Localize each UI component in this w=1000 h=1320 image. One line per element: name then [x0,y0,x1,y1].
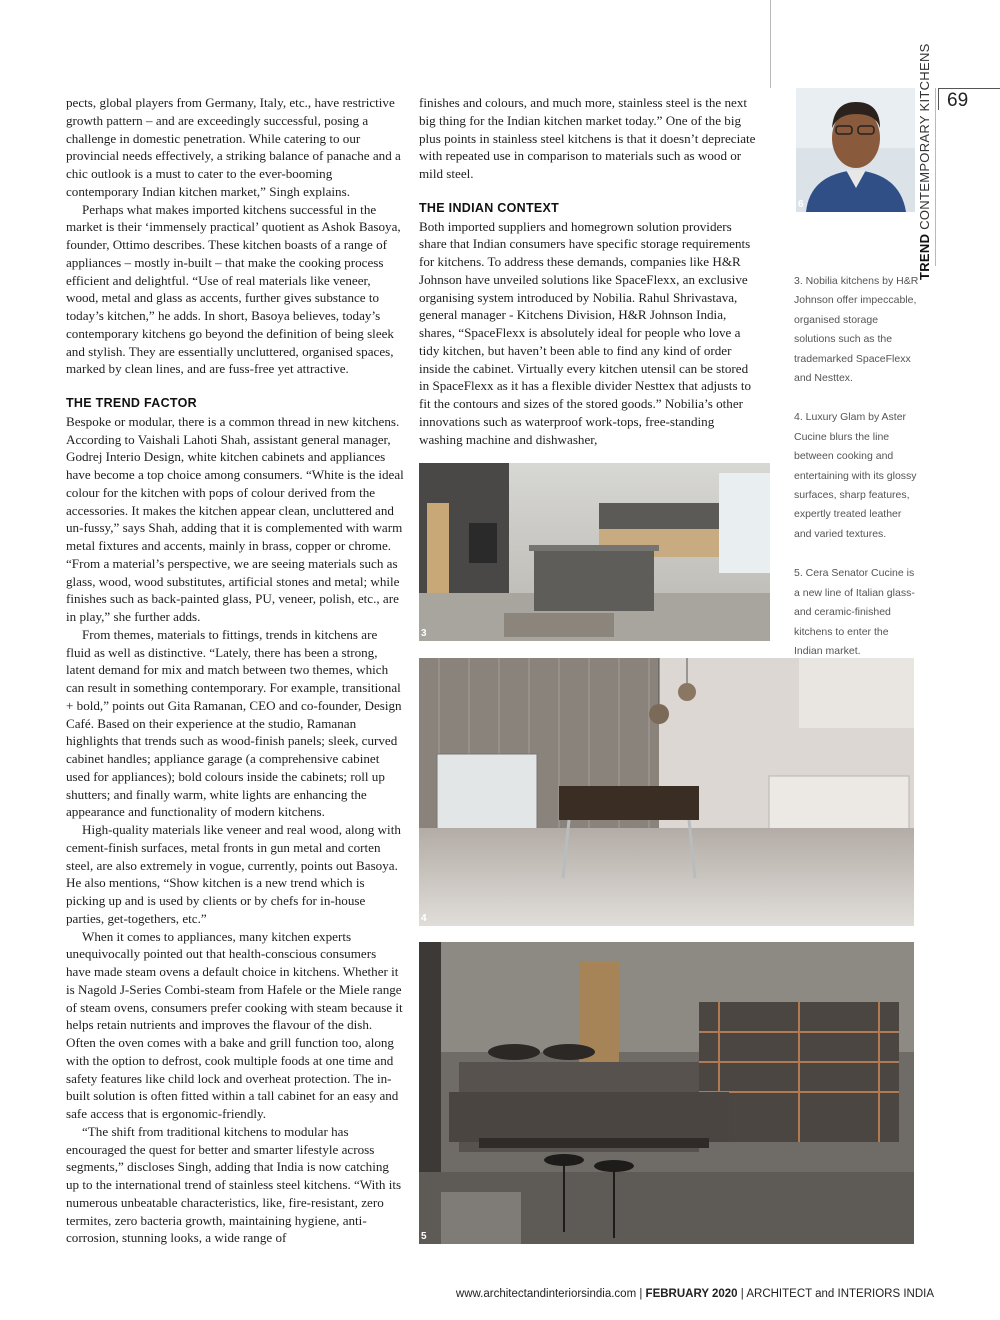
photo-number: 3 [421,628,427,639]
paragraph: Perhaps what makes imported kitchens successful in the market is their ‘immensely practical’ quotient as Ashok Basoya, founder, Ottimo describes. These kitchen boasts of a range of appliances – mostly in-built – that make the cooking process efficient and delightful. “Use of real materials like veneer, wood, metal and glass as accents, further gives substance to today’s kitchen,” he adds. In short, Basoya believes, today’s contemporary kitchens go beyond the definition of being sleek and stylish. They are essentially uncluttered, organised spaces, marked by clean lines, and are fuss-free yet attractive. [66,201,401,377]
caption-3: 3. Nobilia kitchens by H&R Johnson offer impeccable, organised storage solutions such as the trademarked SpaceFlexx and Nesttex. [794,275,919,385]
column-rule [770,0,771,88]
caption-5: 5. Cera Senator Cucine is a new line of Italian glass- and ceramic-finished kitchens to enter the Indian market. [794,567,915,657]
footer-magazine: ARCHITECT and INTERIORS INDIA [746,1288,934,1300]
footer-url[interactable]: www.architectandinteriorsindia.com [455,1288,637,1300]
page-footer [456,1288,934,1300]
footer-separator: | [737,1288,747,1300]
paragraph: Both imported suppliers and homegrown solution providers share that Indian consumers have specific storage requirements for kitchens. To address these demands, companies like H&R Johnson have unveiled solutions like SpaceFlexx, an exclusive organising system introduced by Nobilia. Rahul Shrivastava, general manager - Kitchens Division, H&R Johnson India, shares, “SpaceFlexx is absolutely ideal for people who love a tidy kitchen, but haven’t been able to find any kind of order inside the cabinet. Virtually every kitchen utensil can be stored in SpaceFlexx as it has a flexible divider Nesttex that adjusts to fit the contours and sizes of the stored goods.” Nobilia’s other innovations such as waterproof work-tops, free-standing washing machine and dishwasher, [419,218,751,447]
kitchen-photo-5 [419,942,914,1244]
paragraph: When it comes to appliances, many kitchen experts unequivocally pointed out that health-conscious consumers have made steam ovens a default choice in kitchens. Whether it is Nagold J-Series Combi-steam from Hafele or the Miele range of steam ovens, consumers prefer cooking with steam because it helps retain nutrients and improves the flavour of the dish. Often the oven comes with a bake and grill function too, along with the option to defrost, cook multiple foods at one time and safety features like child lock and overheat protection. The in-built solution is often fitted within a tall cabinet for an easy and safe access that is ergonomic-friendly. [66,928,403,1121]
paragraph: High-quality materials like veneer and real wood, along with cement-finish surfaces, metal fronts in gun metal and corten steel, are also extremely in vogue, currently, points out Basoya. He also mentions, “Show kitchen is a new trend which is picking up and is used by clients or by chefs for in-house parties, get-togethers, etc.” [66,822,401,926]
paragraph: “The shift from traditional kitchens to modular has encouraged the quest for better and smarter lifestyle across segments,” discloses Singh, adding that India is now catching up to the international trend of stainless steel kitchens. “With its numerous unbeatable characteristics, like, fire-resistant, zero termites, zero bacteria growth, maintaining hygiene, anti-corrosion, stunning looks, a wide range of [66,1123,402,1246]
footer-date: FEBRUARY 2020 [645,1288,738,1300]
section-label-bold: TREND [917,233,932,280]
article-column-1 [66,94,404,1247]
section-heading: THE INDIAN CONTEXT [419,200,560,215]
photo-number: 4 [421,913,427,924]
section-label-rest: CONTEMPORARY KITCHENS [917,43,932,230]
page-number: 69 [938,88,1000,110]
kitchen-photo-4 [419,658,914,926]
paragraph: Bespoke or modular, there is a common thread in new kitchens. According to Vaishali Lahoti Shah, assistant general manager, Godrej Interio Design, white kitchen cabinets and appliances have become a top choice among consumers. “White is the ideal colour for the kitchen with pops of colour derived from the accessories. It makes the kitchen appear clean, uncluttered and un-fussy,” says Shah, adding that it is complemented with warm metal fixtures and accents, mainly in brass, copper or chrome. “From a material’s perspective, we are seeing materials such as glass, wood, wood substitutes, artificial stones and metal; while finishes such as back-painted glass, PU, veneer, polish, etc., are in play,” she further adds. [66,413,404,624]
article-column-2 [419,94,759,448]
photo-number: 5 [421,1231,427,1242]
paragraph: pects, global players from Germany, Italy, etc., have restrictive growth pattern – and are exceedingly successful, posing a challenge in domestic penetration. While catering to our provincial needs effectively, a striking balance of panache and a chic outlook is a must to cater to the ever-booming contemporary Indian kitchen market,” Singh explains. [66,95,401,199]
paragraph: finishes and colours, and much more, stainless steel is the next big thing for the Indian kitchen market today.” One of the big plus points in stainless steel kitchens is that it doesn’t depreciate with repeated use in comparison to materials such as wood or mild steel. [419,95,756,181]
kitchen-photo-3 [419,463,770,641]
photo-number: 6 [798,199,804,210]
section-label [917,43,937,280]
paragraph: From themes, materials to fittings, trends in kitchens are fluid as well as distinctive. “Lately, there has been a strong, latent demand for mix and match between two themes, which can result in something contemporary. For example, transitional + bold,” points out Gita Ramanan, CEO and co-founder, Design Café. Based on their experience at the studio, Ramanan highlights that trends such as wood-finish panels; sleek, curved cabinet handles; appliance garage (a comprehensive cabinet used for appliances); bold colours inside the cabinets; roll up shutters; and finally warm, white lights are enhancing the appearance and functionality of modern kitchens. [66,626,402,820]
portrait-photo [796,88,915,212]
footer-separator: | [636,1288,646,1300]
caption-4: 4. Luxury Glam by Aster Cucine blurs the line between cooking and entertaining with its glossy surfaces, sharp features, expertly treated leather and varied textures. [794,411,917,540]
section-heading: THE TREND FACTOR [66,396,197,410]
